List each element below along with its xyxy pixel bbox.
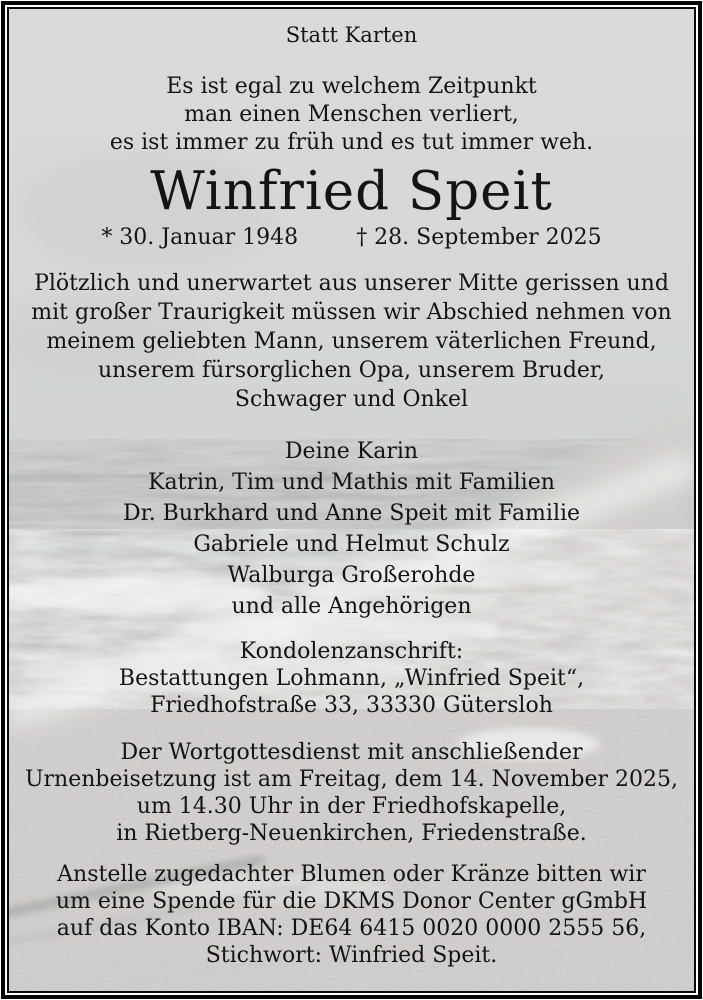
- service-line: Der Wortgottesdienst mit anschließender: [120, 740, 583, 765]
- statt-karten-line: Statt Karten: [285, 23, 418, 47]
- deceased-name: Winfried Speit: [150, 161, 553, 222]
- life-dates: [17, 225, 686, 251]
- mourner-line: Deine Karin: [284, 439, 419, 464]
- epigraph: [17, 73, 686, 157]
- mourner-line: Dr. Burkhard und Anne Speit mit Familie: [122, 501, 581, 526]
- epigraph-line: man einen Menschen verliert,: [184, 102, 519, 127]
- outer-frame: [1, 1, 702, 999]
- intro-line: Plötzlich und unerwartet aus unserer Mitte gerissen und: [34, 271, 669, 296]
- service-line: in Rietberg-Neuenkirchen, Friedenstraße.: [116, 821, 587, 846]
- donation-line: Stichwort: Winfried Speit.: [205, 943, 498, 968]
- intro-paragraph: [17, 269, 686, 414]
- mourner-line: Gabriele und Helmut Schulz: [193, 532, 510, 557]
- donation-line: Anstelle zugedachter Blumen oder Kränze bitten wir: [57, 862, 646, 887]
- mourner-line: Walburga Großerohde: [227, 563, 476, 588]
- donation-line: um eine Spende für die DKMS Donor Center gGmbH: [55, 889, 648, 914]
- mourner-line: und alle Angehörigen: [231, 594, 472, 619]
- mourners-list: [17, 436, 686, 622]
- intro-line: mit großer Traurigkeit müssen wir Abschied nehmen von: [31, 300, 672, 325]
- condolence-line: Friedhofstraße 33, 33330 Gütersloh: [150, 693, 553, 718]
- intro-line: unserem fürsorglichen Opa, unserem Bruder,: [97, 358, 606, 383]
- inner-frame: [7, 7, 696, 993]
- mourner-line: Katrin, Tim und Mathis mit Familien: [148, 470, 555, 495]
- epigraph-line: Es ist egal zu welchem Zeitpunkt: [166, 74, 537, 99]
- condolence-line: Bestattungen Lohmann, „Winfried Speit“,: [118, 666, 585, 691]
- death-date: † 28. September 2025: [356, 225, 602, 250]
- epigraph-line: es ist immer zu früh und es tut immer weh.: [109, 130, 594, 155]
- service-line: um 14.30 Uhr in der Friedhofskapelle,: [136, 794, 567, 819]
- intro-line: meinem geliebten Mann, unserem väterlichen Freund,: [46, 329, 657, 354]
- service-details: [17, 739, 686, 847]
- condolence-address: [17, 638, 686, 719]
- birth-date: * 30. Januar 1948: [101, 225, 299, 250]
- condolence-line: Kondolenzanschrift:: [239, 639, 464, 664]
- service-line: Urnenbeisetzung ist am Freitag, dem 14. November 2025,: [24, 767, 679, 792]
- intro-line: Schwager und Onkel: [234, 387, 469, 412]
- notice-text: [9, 9, 694, 991]
- donation-request: [17, 861, 686, 969]
- donation-line: auf das Konto IBAN: DE64 6415 0020 0000 2555 56,: [56, 916, 647, 941]
